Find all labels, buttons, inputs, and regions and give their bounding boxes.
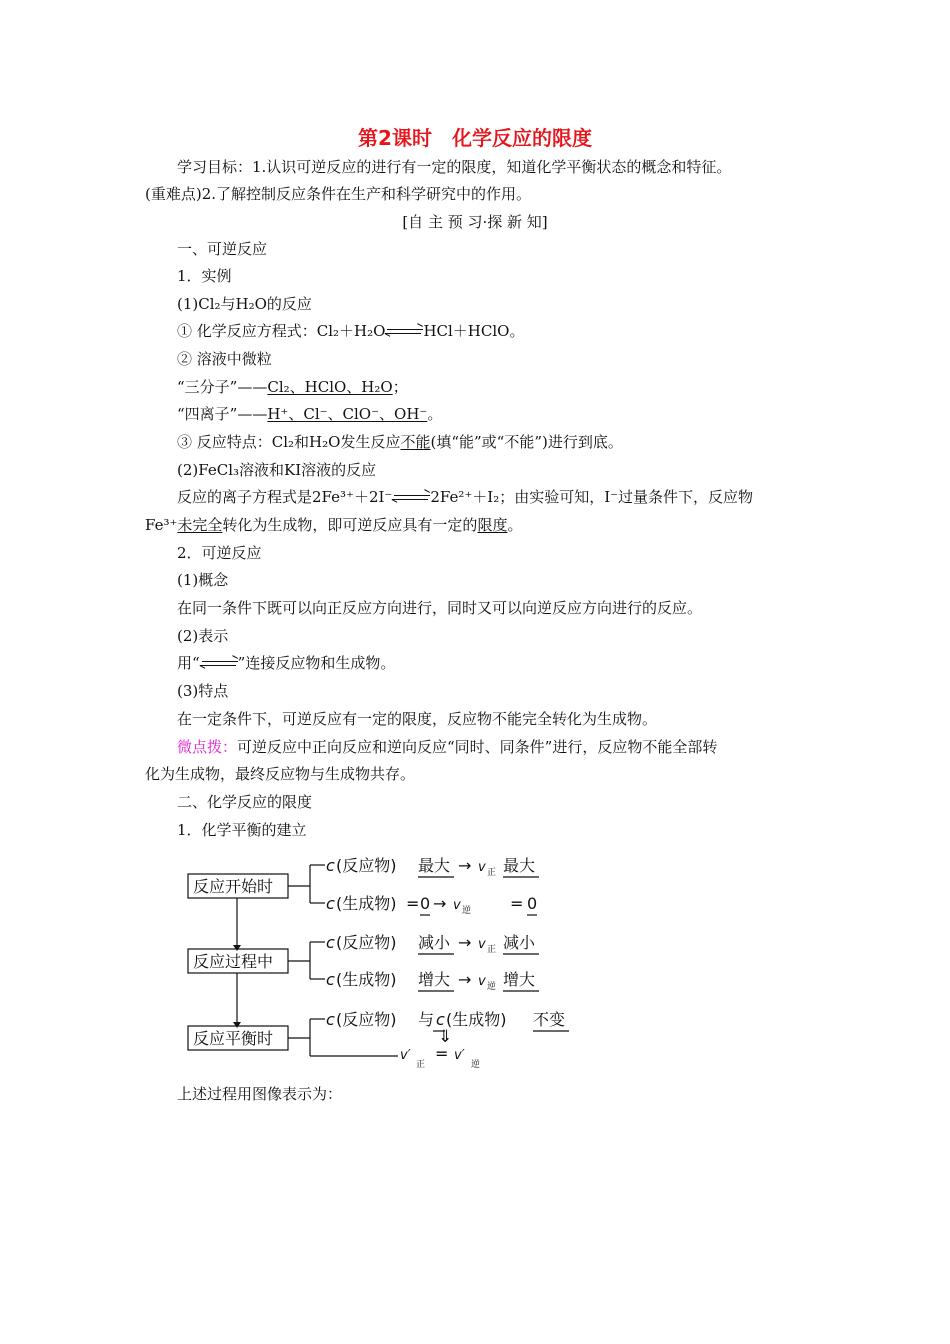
symbol-heading: (2)表示	[177, 627, 229, 645]
feature-text-b: (填“能”或“不能”)进行到底。	[430, 433, 623, 451]
feature-text-a: ③ 反应特点：Cl₂和H₂O发生反应	[177, 433, 401, 451]
ionic-text-e: 。	[507, 516, 523, 534]
conc-symbol: c	[326, 856, 335, 875]
ionic-text-b: 2Fe²⁺＋I₂；由实验可知，I⁻过量条件下，反应物	[430, 488, 754, 506]
rate-symbol: v	[453, 898, 461, 913]
concept-heading: (1)概念	[177, 571, 229, 589]
ionic-answer-limit: 限度	[477, 516, 508, 534]
conc-symbol: c	[326, 1010, 335, 1029]
heading-reaction-limit: 二、化学反应的限度	[177, 793, 313, 811]
answer-unchanged: 不变	[533, 1010, 566, 1029]
down-arrow-icon	[233, 945, 241, 951]
item-cl2-h2o: (1)Cl₂与H₂O的反应	[177, 295, 312, 313]
reactant-label: (反应物)	[336, 856, 397, 875]
learning-goals-line1: 学习目标：1.认识可逆反应的进行有一定的限度，知道化学平衡状态的概念和特征。	[177, 158, 732, 176]
page-title: 第2课时 化学反应的限度	[358, 126, 592, 150]
symbol-text-a: 用“	[177, 654, 200, 672]
three-molecules-line	[177, 376, 847, 398]
item-example: 1．实例	[177, 267, 232, 285]
rate-symbol: v	[478, 937, 486, 952]
graph-intro: 上述过程用图像表示为：	[177, 1085, 343, 1103]
and-label: 与	[418, 1010, 435, 1029]
reverse-subscript: 逆	[462, 906, 472, 916]
answer-product-zero: 0	[420, 894, 431, 913]
stage-label-process: 反应过程中	[193, 952, 274, 971]
implies-arrow-icon: ⇓	[438, 1027, 453, 1047]
ionic-text-d: 转化为生成物，即可逆反应具有一定的	[222, 516, 478, 534]
down-arrow-icon	[233, 1022, 241, 1028]
item-reversible-reaction: 2．可逆反应	[177, 544, 262, 562]
four-ions-answer: H⁺、Cl⁻、ClO⁻、OH⁻	[267, 405, 428, 423]
reactant-label: (反应物)	[336, 1010, 397, 1029]
equation-left: ① 化学反应方程式：Cl₂＋H₂O	[177, 322, 386, 340]
conc-symbol: c	[326, 970, 335, 989]
conc-symbol: c	[326, 894, 335, 913]
reverse-subscript: 逆	[487, 982, 497, 992]
answer-vforward-decrease: 减小	[503, 933, 536, 952]
tip-line1	[177, 736, 847, 758]
product-label: (生成物)	[446, 1010, 507, 1029]
answer-vreverse-increase: 增大	[503, 970, 536, 989]
four-ions-label: “四离子”——	[177, 405, 268, 423]
section-banner: [自 主 预 习·探 新 知]	[402, 213, 548, 231]
answer-vreverse-zero: 0	[527, 894, 538, 913]
ionic-conclusion-line	[145, 514, 815, 536]
conc-symbol: c	[326, 933, 335, 952]
answer-reactant-decrease: 减小	[418, 933, 451, 952]
right-arrow-icon: →	[433, 894, 447, 913]
reverse-subscript: 逆	[471, 1060, 481, 1070]
right-arrow-icon: →	[458, 933, 472, 952]
symbol-line	[177, 652, 847, 674]
product-label: (生成物)	[336, 894, 397, 913]
forward-subscript: 正	[416, 1060, 426, 1070]
tip-label: 微点拨：	[177, 738, 238, 756]
concept-text: 在同一条件下既可以向正反应方向进行，同时又可以向逆反应方向进行的反应。	[177, 599, 703, 617]
feature-line	[177, 431, 847, 453]
answer-product-increase: 增大	[418, 970, 451, 989]
trait-text: 在一定条件下，可逆反应有一定的限度，反应物不能完全转化为生成物。	[177, 710, 658, 728]
ionic-equation-line	[177, 486, 847, 508]
right-arrow-icon: →	[458, 856, 472, 875]
rate-prime-symbol: v′	[454, 1048, 465, 1063]
three-molecules-end: ；	[392, 378, 408, 396]
stage-label-equilibrium: 反应平衡时	[193, 1029, 274, 1048]
reversible-arrow-icon	[385, 327, 423, 337]
ionic-answer-incomplete: 未完全	[177, 516, 223, 534]
forward-subscript: 正	[487, 868, 497, 878]
reversible-arrow-icon	[392, 493, 430, 503]
ionic-text-c: Fe³⁺	[145, 516, 178, 534]
right-arrow-icon: →	[458, 970, 472, 989]
equals-sign: =	[406, 894, 420, 913]
tip-text-a: 可逆反应中正向反应和逆向反应“同时、同条件”进行，反应物不能全部转	[237, 738, 718, 756]
item-equilibrium-establish: 1．化学平衡的建立	[177, 821, 307, 839]
reversible-arrow-icon	[200, 659, 238, 669]
equation-line	[177, 320, 847, 342]
rate-symbol: v	[478, 974, 486, 989]
forward-subscript: 正	[487, 945, 497, 955]
three-molecules-answer: Cl₂、HClO、H₂O	[267, 378, 393, 396]
equals-sign: =	[510, 894, 524, 913]
equilibrium-diagram	[180, 845, 620, 1080]
answer-reactant-max: 最大	[418, 856, 451, 875]
product-label: (生成物)	[336, 970, 397, 989]
answer-vforward-max: 最大	[503, 856, 536, 875]
equals-sign: =	[435, 1044, 449, 1063]
three-molecules-label: “三分子”——	[177, 378, 268, 396]
stage-label-start: 反应开始时	[193, 877, 274, 896]
feature-answer: 不能	[400, 433, 431, 451]
symbol-text-b: ”连接反应物和生成物。	[237, 654, 396, 672]
reactant-label: (反应物)	[336, 933, 397, 952]
trait-heading: (3)特点	[177, 682, 229, 700]
rate-symbol: v	[478, 860, 486, 875]
conc-symbol: c	[436, 1010, 445, 1029]
item-fecl3-ki: (2)FeCl₃溶液和KI溶液的反应	[177, 461, 377, 479]
four-ions-end: 。	[427, 405, 443, 423]
four-ions-line	[177, 403, 847, 425]
particles-label: ② 溶液中微粒	[177, 350, 272, 368]
tip-line2: 化为生成物，最终反应物与生成物共存。	[145, 765, 416, 783]
learning-goals-line2: (重难点)2.了解控制反应条件在生产和科学研究中的作用。	[145, 185, 532, 203]
heading-reversible: 一、可逆反应	[177, 240, 268, 258]
ionic-text-a: 反应的离子方程式是2Fe³⁺＋2I⁻	[177, 488, 393, 506]
equation-right: HCl＋HClO。	[423, 322, 525, 340]
rate-prime-symbol: v′	[400, 1048, 411, 1063]
